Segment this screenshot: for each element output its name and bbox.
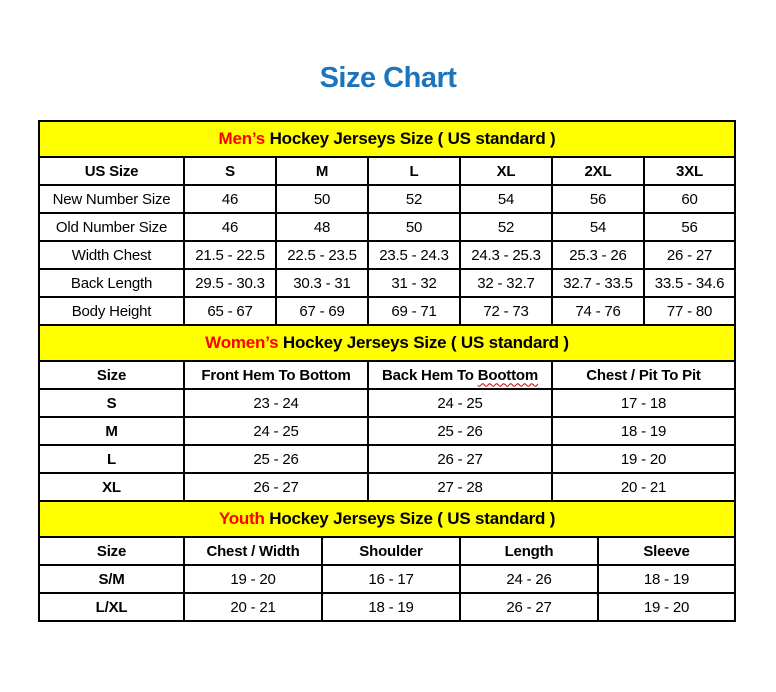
cell: 24 - 26 (460, 565, 598, 593)
mens-band-rest: Hockey Jerseys Size ( US standard ) (269, 129, 556, 148)
cell: 21.5 - 22.5 (184, 241, 276, 269)
cell: 22.5 - 23.5 (276, 241, 368, 269)
cell: 26 - 27 (368, 445, 552, 473)
cell: 30.3 - 31 (276, 269, 368, 297)
youth-size-table (38, 500, 736, 622)
cell: 32 - 32.7 (460, 269, 552, 297)
page-title: Size Chart (319, 62, 457, 94)
row-label: L/XL (39, 593, 184, 621)
cell: 17 - 18 (552, 389, 735, 417)
mens-col-header: M (276, 157, 368, 185)
cell: 72 - 73 (460, 297, 552, 325)
youth-band-row (39, 501, 735, 537)
mens-col-header: 2XL (552, 157, 644, 185)
cell: 46 (184, 185, 276, 213)
womens-col-header: Size (39, 361, 184, 389)
cell: 50 (276, 185, 368, 213)
mens-size-table (38, 120, 736, 326)
youth-band-title (39, 501, 735, 537)
table-row (39, 389, 735, 417)
back-hem-misspelled-word: Boottom (477, 366, 538, 384)
youth-col-header: Size (39, 537, 184, 565)
mens-col-header: US Size (39, 157, 184, 185)
cell: 26 - 27 (644, 241, 735, 269)
row-label: S (39, 389, 184, 417)
cell: 18 - 19 (598, 565, 735, 593)
youth-header-row (39, 537, 735, 565)
cell: 32.7 - 33.5 (552, 269, 644, 297)
table-row (39, 297, 735, 325)
mens-col-header: L (368, 157, 460, 185)
cell: 52 (460, 213, 552, 241)
cell: 18 - 19 (322, 593, 460, 621)
row-label: S/M (39, 565, 184, 593)
cell: 25 - 26 (368, 417, 552, 445)
mens-band-title (39, 121, 735, 157)
cell: 27 - 28 (368, 473, 552, 501)
cell: 23.5 - 24.3 (368, 241, 460, 269)
cell: 24 - 25 (184, 417, 368, 445)
cell: 60 (644, 185, 735, 213)
youth-col-header: Sleeve (598, 537, 735, 565)
row-label: Back Length (39, 269, 184, 297)
row-label: XL (39, 473, 184, 501)
youth-col-header: Chest / Width (184, 537, 322, 565)
table-row (39, 473, 735, 501)
cell: 24 - 25 (368, 389, 552, 417)
row-label: M (39, 417, 184, 445)
youth-col-header: Shoulder (322, 537, 460, 565)
table-row (39, 593, 735, 621)
youth-col-header: Length (460, 537, 598, 565)
womens-band-row (39, 325, 735, 361)
table-row (39, 269, 735, 297)
back-hem-prefix: Back Hem To (382, 366, 474, 384)
cell: 56 (644, 213, 735, 241)
mens-col-header: 3XL (644, 157, 735, 185)
womens-col-header (368, 361, 552, 389)
womens-col-header: Front Hem To Bottom (184, 361, 368, 389)
cell: 19 - 20 (184, 565, 322, 593)
cell: 26 - 27 (184, 473, 368, 501)
cell: 33.5 - 34.6 (644, 269, 735, 297)
cell: 25 - 26 (184, 445, 368, 473)
cell: 54 (460, 185, 552, 213)
table-row (39, 445, 735, 473)
womens-band-title (39, 325, 735, 361)
table-row (39, 241, 735, 269)
youth-band-rest: Hockey Jerseys Size ( US standard ) (269, 509, 556, 528)
cell: 69 - 71 (368, 297, 460, 325)
cell: 31 - 32 (368, 269, 460, 297)
mens-band-highlight: Men’s (218, 129, 266, 148)
cell: 20 - 21 (552, 473, 735, 501)
table-row (39, 213, 735, 241)
row-label: Old Number Size (39, 213, 184, 241)
cell: 50 (368, 213, 460, 241)
womens-header-row (39, 361, 735, 389)
cell: 52 (368, 185, 460, 213)
table-row (39, 565, 735, 593)
cell: 16 - 17 (322, 565, 460, 593)
cell: 26 - 27 (460, 593, 598, 621)
cell: 19 - 20 (552, 445, 735, 473)
cell: 56 (552, 185, 644, 213)
row-label: Width Chest (39, 241, 184, 269)
row-label: L (39, 445, 184, 473)
cell: 29.5 - 30.3 (184, 269, 276, 297)
cell: 46 (184, 213, 276, 241)
cell: 65 - 67 (184, 297, 276, 325)
table-row (39, 185, 735, 213)
cell: 67 - 69 (276, 297, 368, 325)
cell: 54 (552, 213, 644, 241)
row-label: New Number Size (39, 185, 184, 213)
cell: 48 (276, 213, 368, 241)
cell: 77 - 80 (644, 297, 735, 325)
youth-band-highlight: Youth (218, 509, 265, 528)
mens-band-row (39, 121, 735, 157)
cell: 20 - 21 (184, 593, 322, 621)
womens-col-header: Chest / Pit To Pit (552, 361, 735, 389)
womens-band-highlight: Women’s (205, 333, 279, 352)
cell: 18 - 19 (552, 417, 735, 445)
table-row (39, 417, 735, 445)
mens-col-header: S (184, 157, 276, 185)
mens-header-row (39, 157, 735, 185)
womens-band-rest: Hockey Jerseys Size ( US standard ) (282, 333, 569, 352)
cell: 25.3 - 26 (552, 241, 644, 269)
row-label: Body Height (39, 297, 184, 325)
womens-size-table (38, 324, 736, 502)
mens-col-header: XL (460, 157, 552, 185)
cell: 19 - 20 (598, 593, 735, 621)
cell: 24.3 - 25.3 (460, 241, 552, 269)
cell: 23 - 24 (184, 389, 368, 417)
size-chart (38, 120, 734, 622)
cell: 74 - 76 (552, 297, 644, 325)
